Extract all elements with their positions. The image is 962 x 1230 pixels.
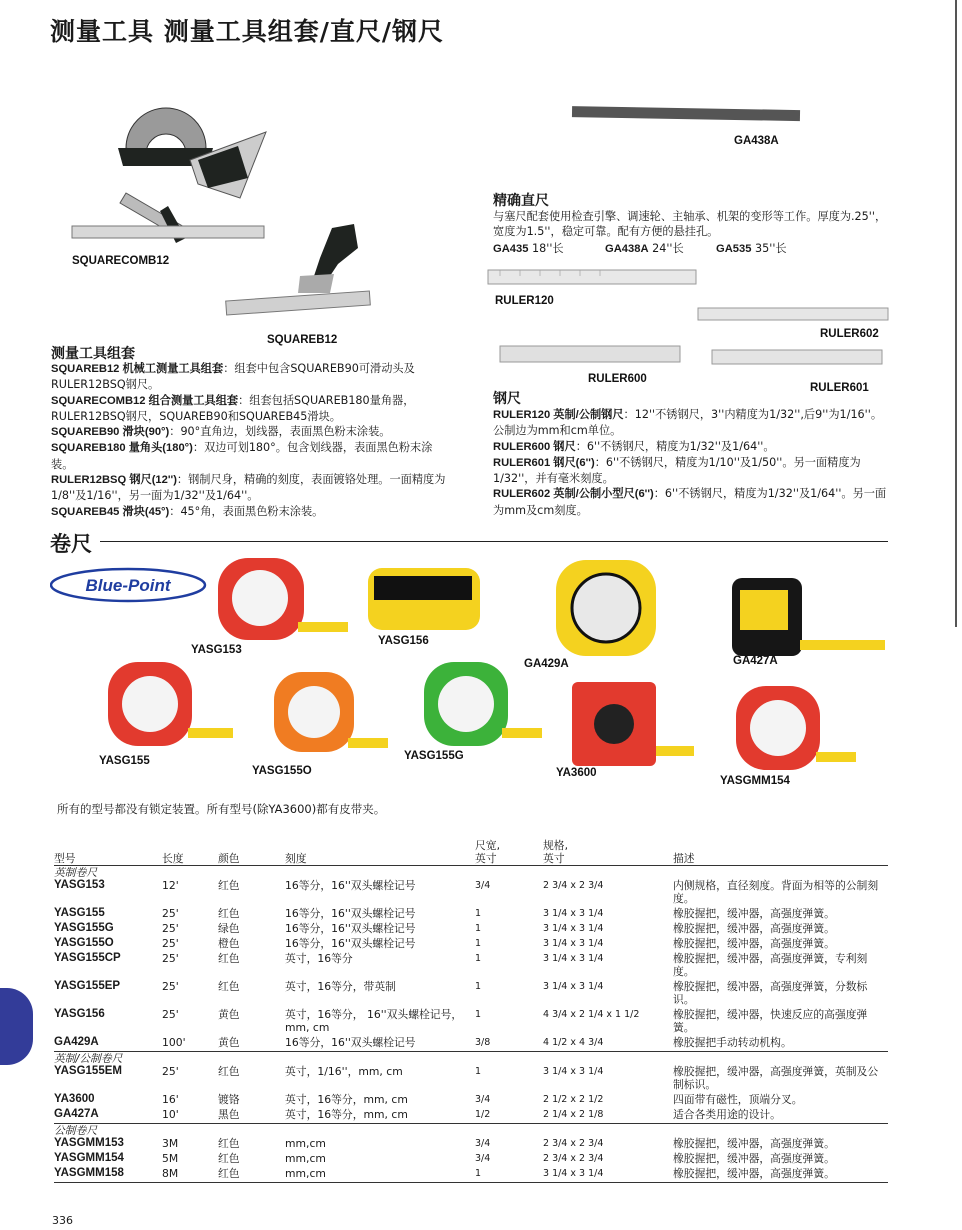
set-item: [51, 440, 453, 472]
group-name: 英制卷尺: [54, 866, 888, 880]
cell-desc: 橡胶握把，缓冲器，快速反应的高强度弹簧。: [673, 1008, 868, 1034]
cell-model: YASG155G: [54, 922, 114, 934]
cell-scale: 英寸，16等分，带英制: [285, 980, 396, 993]
cell-spec: 3 1/4 x 3 1/4: [543, 923, 604, 934]
cell-model: GA427A: [54, 1108, 99, 1120]
table-header-row: [54, 832, 888, 866]
steel-item-code: RULER600 钢尺: [493, 440, 576, 453]
tape-note: 所有的型号都没有锁定装置。所有型号(除YA3600)都有皮带夹。: [57, 802, 386, 816]
model-size: 35''长: [755, 242, 787, 255]
cell-model: YASG155CP: [54, 952, 121, 964]
cell-model: YASG155: [54, 907, 105, 919]
table-row: [54, 1108, 888, 1124]
spec-table-body: [54, 866, 888, 1183]
header-width-line2: 英寸: [475, 852, 497, 865]
header-spec-line2: 英寸: [543, 852, 565, 865]
label-ga427a: GA427A: [733, 655, 778, 667]
label-yasg155g: YASG155G: [404, 750, 464, 762]
header-spec-line1: 规格,: [543, 839, 569, 852]
cell-color: 橙色: [218, 937, 240, 950]
cell-width: 1: [475, 923, 482, 934]
cell-width: 3/4: [475, 880, 491, 891]
steel-item: [493, 486, 891, 518]
cell-length: 12': [162, 879, 179, 892]
cell-width: 1: [475, 981, 482, 992]
cell-model: YASG155O: [54, 937, 114, 949]
header-spec: [543, 832, 673, 866]
group-name: 英制/公制卷尺: [54, 1052, 888, 1066]
steel-item-code: RULER602 英制/公制小型尺(6''): [493, 488, 654, 501]
set-item-code: RULER12BSQ 钢尺(12''): [51, 474, 177, 487]
table-row: [54, 1036, 888, 1052]
label-squarecomb12: SQUARECOMB12: [72, 255, 170, 267]
cell-desc: 内侧规格，直径刻度。背面为相等的公制刻度。: [673, 879, 879, 905]
cell-width: 1: [475, 1066, 482, 1077]
tape-section-rule: [100, 541, 888, 542]
label-ga438a: GA438A: [734, 135, 779, 147]
table-row: [54, 879, 888, 907]
cell-spec: 4 1/2 x 4 3/4: [543, 1037, 604, 1048]
set-item-text: ：组套包括SQUAREB180量角器，RULER12BSQ钢尺，SQUAREB90和SQUAREB45滑块。: [51, 393, 415, 423]
cell-length: 25': [162, 1008, 179, 1021]
cell-spec: 2 1/4 x 2 1/8: [543, 1109, 604, 1120]
header-length: 长度: [162, 832, 218, 866]
cell-color: 红色: [218, 980, 240, 993]
table-row: [54, 1093, 888, 1108]
table-row: [54, 937, 888, 952]
cell-color: 红色: [218, 952, 240, 965]
precision-ruler-text: 与塞尺配套使用检查引擎、调速轮、主轴承、机架的变形等工作。厚度为.25''，宽度为1.5''，稳定可靠。配有方便的悬挂孔。: [493, 210, 887, 239]
set-item-text: ：组套中包含SQUAREB90可滑动头及RULER12BSQ钢尺。: [51, 362, 415, 392]
model-code: GA438A: [605, 243, 649, 255]
cell-scale: 英寸，1/16''，mm, cm: [285, 1065, 403, 1078]
set-item-text: ：双边可划180°。包含划线器，表面黑色粉末涂装。: [51, 441, 433, 471]
page-side-tab: [0, 988, 33, 1065]
cell-length: 5M: [162, 1152, 179, 1165]
cell-scale: 16等分，16''双头螺栓记号: [285, 907, 416, 920]
label-ruler601: RULER601: [810, 382, 869, 394]
steel-item-code: RULER601 钢尺(6''): [493, 456, 595, 469]
cell-scale: 英寸，16等分， 16''双头螺栓记号，mm, cm: [285, 1008, 463, 1034]
cell-length: 25': [162, 1065, 179, 1078]
tape-section-heading: 卷尺: [50, 532, 92, 556]
label-yasg155: YASG155: [99, 755, 150, 767]
cell-scale: mm,cm: [285, 1137, 326, 1150]
precision-ruler-models: [493, 241, 893, 257]
cell-color: 红色: [218, 879, 240, 892]
header-scale: 刻度: [285, 832, 475, 866]
tape-measures-illustration: [100, 550, 900, 790]
set-item-code: SQUAREB12 机械工测量工具组套: [51, 363, 224, 375]
cell-spec: 2 3/4 x 2 3/4: [543, 1138, 604, 1149]
cell-model: YASG153: [54, 879, 105, 891]
cell-length: 25': [162, 980, 179, 993]
cell-scale: 英寸，16等分，mm, cm: [285, 1093, 408, 1106]
steel-item: [493, 455, 891, 487]
cell-width: 1: [475, 938, 482, 949]
cell-color: 黑色: [218, 1108, 240, 1121]
steel-item: [493, 407, 891, 439]
steel-item-text: ：6''不锈钢尺，精度为1/32''及1/64''。另一面为mm及cm刻度。: [493, 487, 887, 517]
label-yasg155o: YASG155O: [252, 765, 312, 777]
model-size: 24''长: [652, 242, 684, 255]
label-ga429a: GA429A: [524, 658, 569, 670]
cell-model: YASGMM153: [54, 1137, 124, 1149]
cell-desc: 橡胶握把，缓冲器，高强度弹簧。: [673, 907, 835, 920]
cell-spec: 3 1/4 x 3 1/4: [543, 938, 604, 949]
cell-model: YA3600: [54, 1093, 95, 1105]
cell-width: 1/2: [475, 1109, 491, 1120]
measuring-set-list: [51, 361, 453, 520]
cell-length: 3M: [162, 1137, 179, 1150]
table-row: [54, 907, 888, 922]
cell-color: 镀铬: [218, 1093, 240, 1106]
cell-desc: 橡胶握把，缓冲器，高强度弹簧。: [673, 1137, 835, 1150]
label-yasgmm154: YASGMM154: [720, 775, 790, 787]
cell-color: 红色: [218, 907, 240, 920]
cell-length: 25': [162, 922, 179, 935]
cell-color: 红色: [218, 1152, 240, 1165]
cell-spec: 2 3/4 x 2 3/4: [543, 880, 604, 891]
label-ruler602: RULER602: [820, 328, 879, 340]
cell-desc: 橡胶握把，缓冲器，高强度弹簧，分数标识。: [673, 980, 868, 1006]
set-item-code: SQUAREB90 滑块(90°): [51, 426, 170, 439]
cell-scale: mm,cm: [285, 1152, 326, 1165]
cell-scale: 16等分，16''双头螺栓记号: [285, 937, 416, 950]
precision-ruler-heading: 精确直尺: [493, 193, 549, 209]
cell-scale: mm,cm: [285, 1167, 475, 1183]
svg-text:Blue-Point: Blue-Point: [85, 576, 171, 595]
cell-width: 1: [475, 1009, 482, 1020]
steel-ruler-heading: 钢尺: [493, 391, 521, 407]
set-item-code: SQUAREB45 滑块(45°): [51, 505, 170, 518]
header-model: 型号: [54, 832, 162, 866]
cell-length: 8M: [162, 1167, 218, 1183]
label-ruler600: RULER600: [588, 373, 647, 385]
table-row: [54, 1152, 888, 1167]
table-group-row: [54, 1124, 888, 1138]
cell-color: 红色: [218, 1065, 240, 1078]
cell-scale: 16等分，16''双头螺栓记号: [285, 879, 416, 892]
set-item-text: ：钢制尺身，精确的刻度，表面镀铬处理。一面精度为1/8''及1/16''，另一面为1/32''及1/64''。: [51, 473, 446, 503]
table-row: [54, 1065, 888, 1093]
steel-ruler-list: [493, 407, 891, 518]
cell-width: 3/4: [475, 1153, 491, 1164]
cell-width: 1: [475, 953, 482, 964]
cell-width: 1: [475, 908, 482, 919]
label-yasg153: YASG153: [191, 644, 242, 656]
cell-spec: 3 1/4 x 3 1/4: [543, 1167, 673, 1183]
model-size: 18''长: [532, 242, 564, 255]
page-edge-line: [955, 0, 957, 627]
cell-model: YASGMM154: [54, 1152, 124, 1164]
label-ya3600: YA3600: [556, 767, 597, 779]
model-code: GA435: [493, 243, 529, 255]
set-item-code: SQUARECOMB12 组合测量工具组套: [51, 394, 239, 407]
cell-model: YASG156: [54, 1008, 105, 1020]
cell-scale: 16等分，16''双头螺栓记号: [285, 922, 416, 935]
label-ruler120: RULER120: [495, 295, 554, 307]
table-row: [54, 1167, 888, 1183]
cell-width: 1: [475, 1167, 543, 1183]
cell-color: 黄色: [218, 1036, 240, 1049]
cell-desc: 橡胶握把，缓冲器，高强度弹簧。: [673, 922, 835, 935]
cell-spec: 3 1/4 x 3 1/4: [543, 981, 604, 992]
cell-desc: 橡胶握把，缓冲器，高强度弹簧。: [673, 1167, 888, 1183]
set-item: [51, 393, 453, 425]
cell-color: 红色: [218, 1137, 240, 1150]
page-title: 测量工具 测量工具组套/直尺/钢尺: [50, 17, 444, 46]
cell-spec: 3 1/4 x 3 1/4: [543, 953, 604, 964]
group-name: 公制卷尺: [54, 1124, 888, 1138]
cell-model: YASGMM158: [54, 1167, 162, 1183]
cell-desc: 橡胶握把，缓冲器，高强度弹簧。: [673, 937, 835, 950]
table-row: [54, 952, 888, 980]
cell-model: GA429A: [54, 1036, 99, 1048]
model-code: GA535: [716, 243, 752, 255]
measuring-set-heading: 测量工具组套: [51, 346, 135, 362]
cell-width: 3/8: [475, 1037, 491, 1048]
label-yasg156: YASG156: [378, 635, 429, 647]
table-row: [54, 1137, 888, 1152]
spec-table: [54, 832, 888, 1183]
cell-spec: 3 1/4 x 3 1/4: [543, 908, 604, 919]
steel-item-code: RULER120 英制/公制钢尺: [493, 409, 624, 421]
set-item: [51, 424, 453, 440]
set-item-text: ：90°直角边，划线器，表面黑色粉末涂装。: [169, 425, 391, 439]
cell-scale: 英寸，16等分，mm, cm: [285, 1108, 408, 1121]
set-item-code: SQUAREB180 量角头(180°): [51, 442, 193, 455]
set-item: [51, 361, 453, 393]
header-width: [475, 832, 543, 866]
steel-item-text: ：6''不锈钢尺，精度为1/32''及1/64''。: [575, 439, 775, 453]
table-row: [54, 922, 888, 937]
cell-length: 25': [162, 907, 179, 920]
cell-color: 红色: [218, 1167, 285, 1183]
cell-model: YASG155EM: [54, 1065, 122, 1077]
header-desc: 描述: [673, 832, 888, 866]
cell-desc: 四面带有磁性，顶端分叉。: [673, 1093, 803, 1106]
cell-width: 3/4: [475, 1094, 491, 1105]
cell-desc: 橡胶握把，缓冲器，高强度弹簧，英制及公制标识。: [673, 1065, 879, 1091]
cell-length: 10': [162, 1108, 179, 1121]
header-color: 颜色: [218, 832, 285, 866]
cell-spec: 3 1/4 x 3 1/4: [543, 1066, 604, 1077]
page-number: 336: [52, 1214, 73, 1227]
table-row: [54, 1008, 888, 1036]
cell-color: 绿色: [218, 922, 240, 935]
cell-spec: 4 3/4 x 2 1/4 x 1 1/2: [543, 1009, 640, 1020]
table-row: [54, 980, 888, 1008]
set-item: [51, 472, 453, 504]
steel-item: [493, 439, 891, 455]
cell-model: YASG155EP: [54, 980, 121, 992]
cell-spec: 2 3/4 x 2 3/4: [543, 1153, 604, 1164]
header-width-line1: 尺宽,: [475, 839, 501, 852]
cell-scale: 英寸，16等分: [285, 952, 353, 965]
cell-length: 100': [162, 1036, 186, 1049]
cell-color: 黄色: [218, 1008, 240, 1021]
cell-length: 25': [162, 937, 179, 950]
cell-desc: 适合各类用途的设计。: [673, 1108, 781, 1121]
cell-scale: 16等分，16''双头螺栓记号: [285, 1036, 416, 1049]
measuring-set-illustration: [68, 78, 373, 338]
cell-spec: 2 1/2 x 2 1/2: [543, 1094, 604, 1105]
cell-length: 16': [162, 1093, 179, 1106]
cell-desc: 橡胶握把，缓冲器，高强度弹簧。: [673, 1152, 835, 1165]
cell-length: 25': [162, 952, 179, 965]
cell-desc: 橡胶握把，缓冲器，高强度弹簧，专利刻度。: [673, 952, 868, 978]
steel-item-text: ：12''不锈钢尺，3''内精度为1/32'',后9''为1/16''。公制边为mm和cm单位。: [493, 408, 883, 438]
table-group-row: [54, 1052, 888, 1066]
cell-width: 3/4: [475, 1138, 491, 1149]
cell-desc: 橡胶握把手动转动机构。: [673, 1036, 792, 1049]
set-item-text: ：45°角，表面黑色粉末涂装。: [169, 504, 324, 518]
label-squareb12: SQUAREB12: [267, 334, 338, 346]
table-group-row: [54, 866, 888, 880]
set-item: [51, 504, 453, 520]
steel-item-text: ：6''不锈钢尺，精度为1/10''及1/50''。另一面精度为1/32''，并有毫米刻度。: [493, 455, 861, 486]
